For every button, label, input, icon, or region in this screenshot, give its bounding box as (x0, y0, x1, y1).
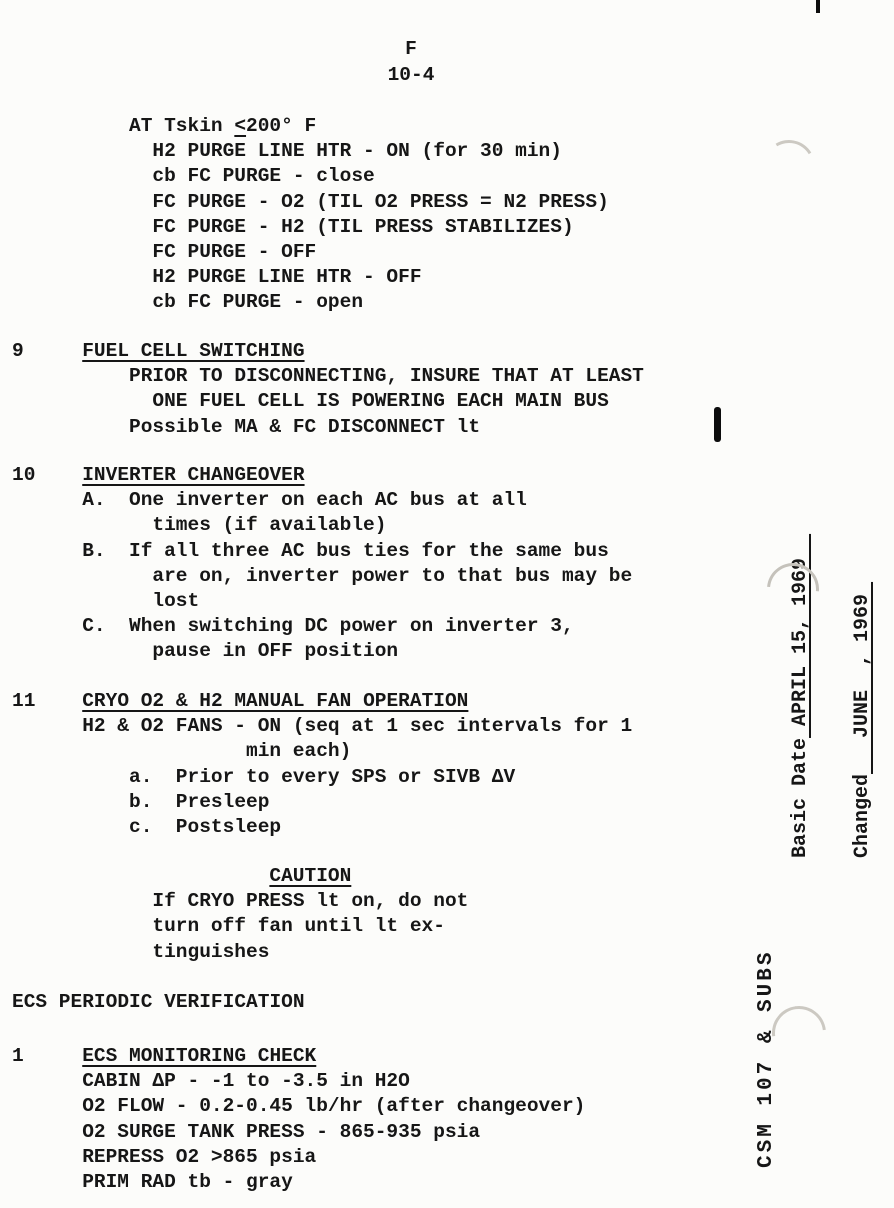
doc-line: H2 & O2 FANS - ON (seq at 1 sec intervals for 1 (82, 715, 633, 738)
doc-line: PRIOR TO DISCONNECTING, INSURE THAT AT LEAST (129, 365, 644, 388)
doc-line: times (if available) (152, 514, 387, 537)
block-step-11-cryo-fan-operation (12, 689, 632, 840)
doc-line: REPRESS O2 >865 psia (82, 1145, 317, 1168)
doc-line: H2 PURGE LINE HTR - OFF (152, 266, 422, 289)
basic-date-label: Basic Date (789, 737, 812, 858)
basic-date-value: APRIL 15, 1969 (789, 533, 812, 738)
doc-line: c. Postsleep (129, 816, 282, 839)
block-step-10-inverter-changeover (12, 463, 632, 665)
doc-line: O2 FLOW - 0.2-0.45 lb/hr (after changeover) (82, 1095, 586, 1118)
block-tskin-purge-procedure (12, 114, 609, 316)
changed-label: Changed (851, 773, 874, 858)
doc-line: ONE FUEL CELL IS POWERING EACH MAIN BUS (152, 390, 609, 413)
doc-line: 1 ECS MONITORING CHECK (12, 1045, 317, 1067)
doc-line: C. When switching DC power on inverter 3, (82, 615, 574, 638)
doc-line: cb FC PURGE - open (152, 291, 364, 314)
doc-line: cb FC PURGE - close (152, 165, 375, 188)
doc-line: AT Tskin <200° F (129, 115, 317, 137)
doc-line: FC PURGE - H2 (TIL PRESS STABILIZES) (152, 215, 574, 238)
doc-line: min each) (246, 740, 352, 763)
margin-csm-note: CSM 107 & SUBS (755, 949, 778, 1168)
doc-line: ECS PERIODIC VERIFICATION (12, 991, 305, 1013)
changed-value: JUNE , 1969 (851, 581, 874, 774)
doc-line: turn off fan until lt ex- (152, 915, 445, 938)
changed-line (850, 534, 876, 858)
doc-line: are on, inverter power to that bus may be (152, 564, 633, 587)
block-step-9-fuel-cell-switching (12, 339, 644, 440)
doc-line: a. Prior to every SPS or SIVB ΔV (129, 765, 516, 788)
doc-line: tinguishes (152, 940, 270, 963)
doc-line: 11 CRYO O2 & H2 MANUAL FAN OPERATION (12, 690, 469, 712)
doc-line: O2 SURGE TANK PRESS - 865-935 psia (82, 1120, 481, 1143)
page-number: 10-4 (387, 64, 435, 86)
change-bar-mark (714, 407, 721, 442)
doc-line: CAUTION (269, 865, 352, 887)
block-caution-note (12, 864, 468, 965)
doc-line: FC PURGE - OFF (152, 241, 317, 264)
doc-line: A. One inverter on each AC bus at all (82, 489, 527, 512)
doc-line: Possible MA & FC DISCONNECT lt (129, 415, 481, 438)
doc-line: H2 PURGE LINE HTR - ON (for 30 min) (152, 140, 562, 163)
doc-line: 9 FUEL CELL SWITCHING (12, 340, 305, 362)
block-ecs-periodic-verification-title (12, 990, 305, 1015)
section-letter: F (405, 38, 417, 60)
doc-line: FC PURGE - O2 (TIL O2 PRESS = N2 PRESS) (152, 190, 609, 213)
doc-line: CABIN ΔP - -1 to -3.5 in H2O (82, 1070, 410, 1093)
doc-line: lost (152, 590, 200, 613)
doc-line: PRIM RAD tb - gray (82, 1171, 293, 1194)
block-step-1-ecs-monitoring-check (12, 1044, 585, 1195)
doc-line: B. If all three AC bus ties for the same bus (82, 539, 609, 562)
doc-line: pause in OFF position (152, 640, 399, 663)
doc-line: 10 INVERTER CHANGEOVER (12, 464, 305, 486)
doc-line: b. Presleep (129, 790, 270, 813)
page-corner-mark (816, 0, 820, 13)
doc-line: If CRYO PRESS lt on, do not (152, 890, 469, 913)
